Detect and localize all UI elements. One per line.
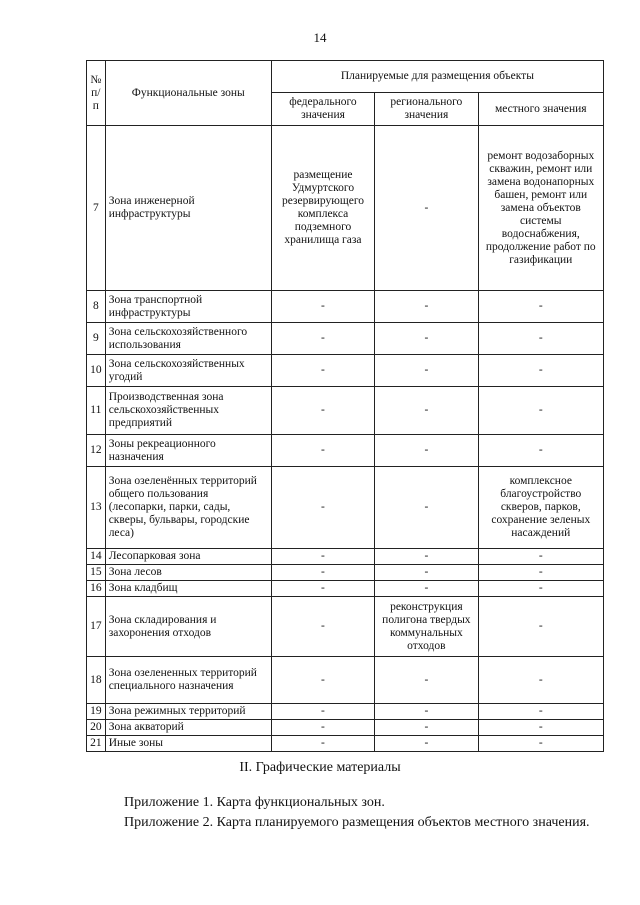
appendix-item-1: Приложение 1. Карта функциональных зон. <box>124 795 385 810</box>
row-regional-objects: реконструкция полигона твердых коммунальных отходов <box>375 597 478 657</box>
row-zone-name: Лесопарковая зона <box>105 549 271 565</box>
table-row <box>87 291 604 323</box>
row-number: 19 <box>87 704 106 720</box>
row-local-objects: - <box>478 597 603 657</box>
row-zone-name: Зона акваторий <box>105 720 271 736</box>
row-zone-name: Зона режимных территорий <box>105 704 271 720</box>
row-number: 20 <box>87 720 106 736</box>
row-number: 9 <box>87 323 106 355</box>
row-federal-objects: - <box>271 581 374 597</box>
row-number: 8 <box>87 291 106 323</box>
row-zone-name: Зона лесов <box>105 565 271 581</box>
row-local-objects: - <box>478 720 603 736</box>
row-federal-objects: - <box>271 565 374 581</box>
header-regional: регионального значения <box>375 93 478 126</box>
row-regional-objects: - <box>375 736 478 752</box>
table-row <box>87 323 604 355</box>
row-zone-name: Зона озеленённых территорий общего пользования (лесопарки, парки, сады, скверы, бульвары, городские леса) <box>105 467 271 549</box>
row-regional-objects: - <box>375 387 478 435</box>
row-regional-objects: - <box>375 291 478 323</box>
row-zone-name: Зона складирования и захоронения отходов <box>105 597 271 657</box>
row-local-objects: - <box>478 387 603 435</box>
row-regional-objects: - <box>375 581 478 597</box>
header-functional-zones: Функциональные зоны <box>105 61 271 126</box>
row-federal-objects: - <box>271 657 374 704</box>
table-row <box>87 355 604 387</box>
table-row <box>87 435 604 467</box>
row-number: 18 <box>87 657 106 704</box>
row-federal-objects: - <box>271 323 374 355</box>
row-federal-objects: - <box>271 355 374 387</box>
row-number: 14 <box>87 549 106 565</box>
row-local-objects: ремонт водозаборных скважин, ремонт или замена водонапорных башен, ремонт или замена объектов системы водоснабжения, продолжение работ по газификации <box>478 126 603 291</box>
row-zone-name: Зоны рекреационного назначения <box>105 435 271 467</box>
row-zone-name: Иные зоны <box>105 736 271 752</box>
row-regional-objects: - <box>375 549 478 565</box>
header-local: местного значения <box>478 93 603 126</box>
header-number: № п/п <box>87 61 106 126</box>
row-federal-objects: - <box>271 720 374 736</box>
row-local-objects: - <box>478 549 603 565</box>
row-number: 11 <box>87 387 106 435</box>
row-local-objects: - <box>478 435 603 467</box>
row-local-objects: - <box>478 581 603 597</box>
row-federal-objects: - <box>271 291 374 323</box>
row-zone-name: Зона транспортной инфраструктуры <box>105 291 271 323</box>
table-row <box>87 467 604 549</box>
row-federal-objects: - <box>271 467 374 549</box>
table-row <box>87 657 604 704</box>
row-local-objects: - <box>478 323 603 355</box>
row-zone-name: Зона сельскохозяйственных угодий <box>105 355 271 387</box>
appendix-item-2: Приложение 2. Карта планируемого размещения объектов местного значения. <box>124 815 590 830</box>
table-row <box>87 126 604 291</box>
row-local-objects: комплексное благоустройство скверов, парков, сохранение зеленых насаждений <box>478 467 603 549</box>
row-regional-objects: - <box>375 704 478 720</box>
row-regional-objects: - <box>375 126 478 291</box>
table-row <box>87 581 604 597</box>
table-row <box>87 720 604 736</box>
page-number: 14 <box>313 30 327 45</box>
row-regional-objects: - <box>375 467 478 549</box>
row-number: 16 <box>87 581 106 597</box>
row-local-objects: - <box>478 291 603 323</box>
row-local-objects: - <box>478 565 603 581</box>
row-federal-objects: - <box>271 387 374 435</box>
row-number: 10 <box>87 355 106 387</box>
table-row <box>87 704 604 720</box>
row-regional-objects: - <box>375 657 478 704</box>
table-row <box>87 565 604 581</box>
row-regional-objects: - <box>375 323 478 355</box>
table-row <box>87 387 604 435</box>
row-number: 7 <box>87 126 106 291</box>
row-number: 13 <box>87 467 106 549</box>
table-row <box>87 597 604 657</box>
row-zone-name: Зона кладбищ <box>105 581 271 597</box>
row-federal-objects: размещение Удмуртского резервирующего комплекса подземного хранилища газа <box>271 126 374 291</box>
row-local-objects: - <box>478 657 603 704</box>
row-zone-name: Производственная зона сельскохозяйственных предприятий <box>105 387 271 435</box>
row-number: 17 <box>87 597 106 657</box>
header-planned-objects: Планируемые для размещения объекты <box>271 61 603 93</box>
row-number: 12 <box>87 435 106 467</box>
row-federal-objects: - <box>271 597 374 657</box>
row-federal-objects: - <box>271 549 374 565</box>
table-row <box>87 549 604 565</box>
row-regional-objects: - <box>375 565 478 581</box>
header-federal: федерального значения <box>271 93 374 126</box>
row-local-objects: - <box>478 704 603 720</box>
row-federal-objects: - <box>271 704 374 720</box>
row-zone-name: Зона сельскохозяйственного использования <box>105 323 271 355</box>
row-local-objects: - <box>478 355 603 387</box>
row-federal-objects: - <box>271 435 374 467</box>
row-regional-objects: - <box>375 720 478 736</box>
functional-zones-table <box>86 60 604 752</box>
table-body <box>87 126 604 752</box>
row-zone-name: Зона озелененных территорий специального назначения <box>105 657 271 704</box>
row-local-objects: - <box>478 736 603 752</box>
row-regional-objects: - <box>375 435 478 467</box>
row-federal-objects: - <box>271 736 374 752</box>
row-regional-objects: - <box>375 355 478 387</box>
row-number: 15 <box>87 565 106 581</box>
row-number: 21 <box>87 736 106 752</box>
table-row <box>87 736 604 752</box>
section-title: II. Графические материалы <box>239 760 401 775</box>
row-zone-name: Зона инженерной инфраструктуры <box>105 126 271 291</box>
